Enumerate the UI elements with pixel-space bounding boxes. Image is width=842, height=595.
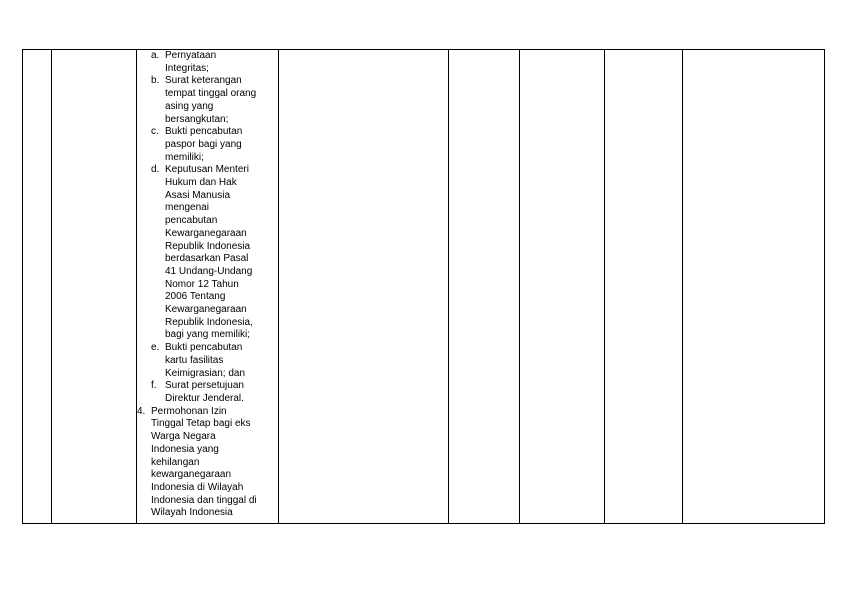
- list-item: [151, 164, 278, 342]
- list-marker: f.: [151, 380, 157, 392]
- table-cell-requirements: [137, 50, 279, 524]
- table-row: [23, 50, 825, 524]
- list-text: Pernyataan Integritas;: [165, 50, 217, 74]
- table-cell-2: [52, 50, 137, 524]
- list-marker: a.: [151, 50, 160, 61]
- list-text: Bukti pencabutan paspor bagi yang memiliki;: [165, 126, 243, 163]
- table-cell-8: [683, 50, 825, 524]
- list-marker: c.: [151, 126, 159, 138]
- list-item: [151, 75, 278, 126]
- list-item: [151, 342, 278, 380]
- list-marker: d.: [151, 164, 160, 176]
- list-item: [151, 126, 278, 164]
- table-cell-7: [605, 50, 683, 524]
- table-cell-4: [279, 50, 449, 524]
- document-table: [22, 49, 825, 524]
- table-cell-5: [449, 50, 520, 524]
- list-text: Keputusan Menteri Hukum dan Hak Asasi Manusia mengenai pencabutan Kewarganegaraan Republik Indonesia berdasarkan Pasal 41 Undang-Undang Nomor 12 Tahun 2006 Tentang Kewarganegaraan Republik Indonesia, bagi yang memiliki;: [165, 164, 253, 341]
- numbered-marker: 4.: [137, 405, 146, 417]
- numbered-text: Permohonan Izin Tinggal Tetap bagi eks Warga Negara Indonesia yang kehilangan kewarganegaraan Indonesia di Wilayah Indonesia dan tinggal di Wilayah Indonesia: [151, 405, 257, 519]
- list-marker: b.: [151, 75, 160, 87]
- table-cell-6: [520, 50, 605, 524]
- list-text: Surat keterangan tempat tinggal orang asing yang bersangkutan;: [165, 75, 257, 125]
- list-item: [151, 50, 278, 75]
- list-marker: e.: [151, 342, 160, 354]
- list-item: [151, 380, 278, 405]
- numbered-item: [137, 406, 278, 520]
- table-cell-no: [23, 50, 52, 524]
- list-text: Surat persetujuan Direktur Jenderal.: [165, 380, 244, 404]
- list-text: Bukti pencabutan kartu fasilitas Keimigrasian; dan: [165, 342, 246, 379]
